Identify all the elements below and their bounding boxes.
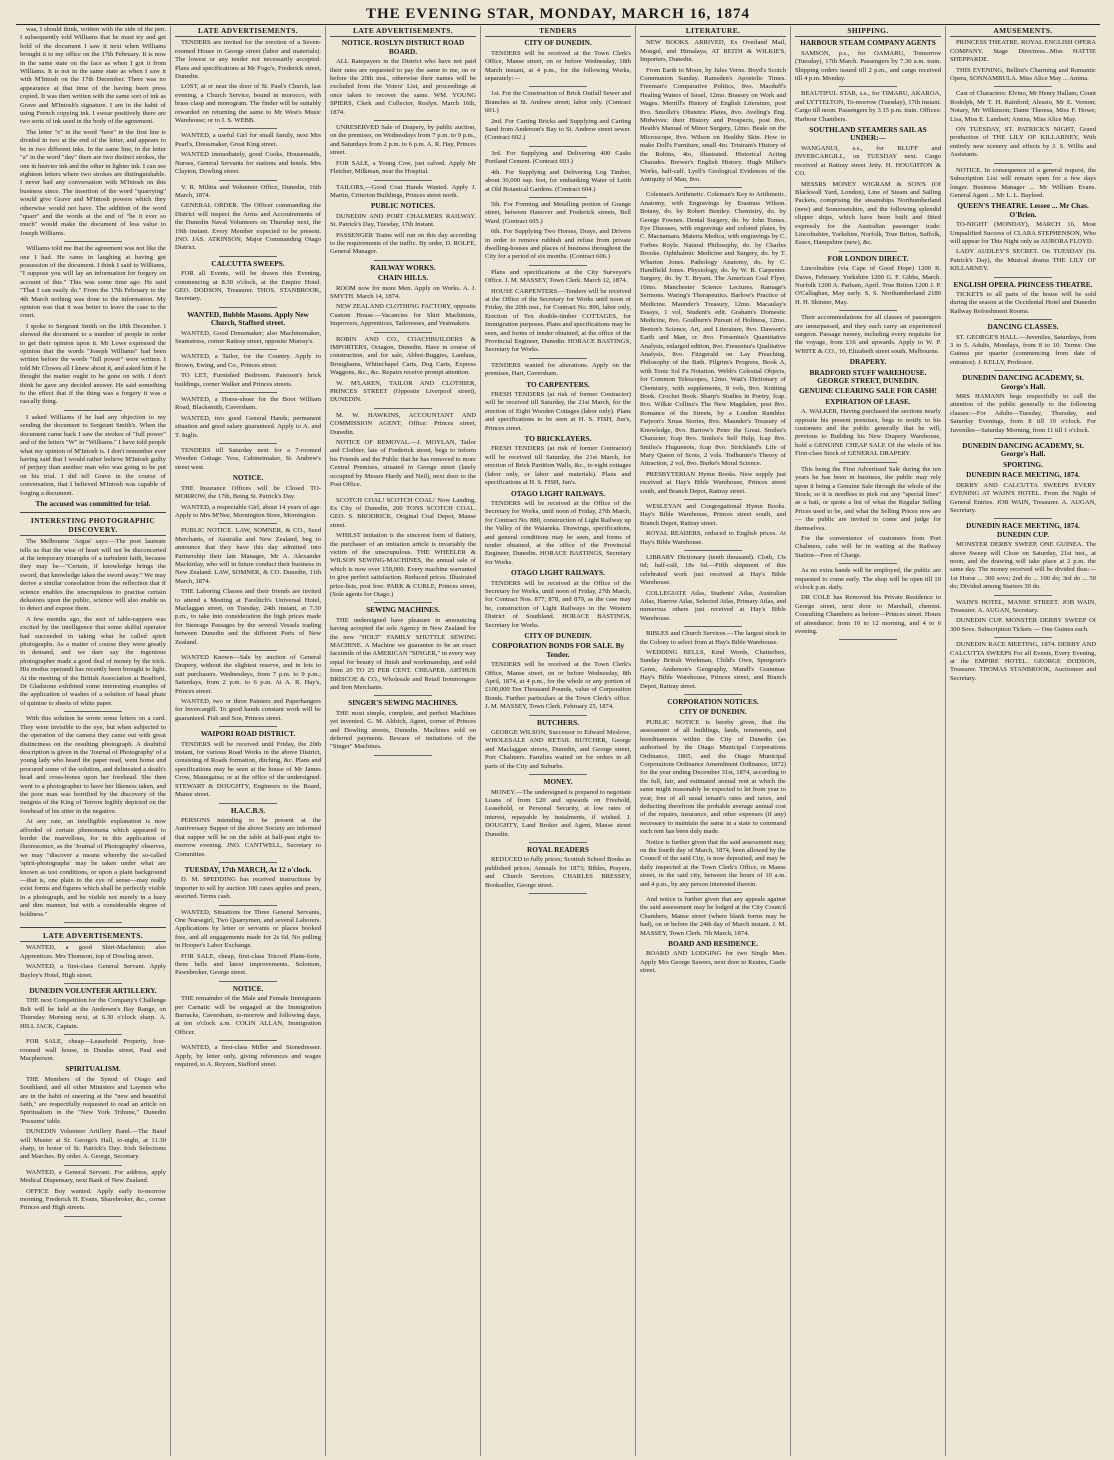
article-paragraph: 1st. For the Construction of Brick Outfall Sewer and Branches at St. Andrew street; labor only. (Contract 601.) xyxy=(485,90,631,115)
article-paragraph: With this solution he wrote some letters on a card. They were invisible to the eye, but when subjected to the operation of the camera they came out with great distinctness on the resulting photograph. A doubtful description is given in the 'Journal of Photography' of a young lady who heard the paper read, went home and procured some of the solution, and delineated a death's head and cross-bones upon her forehead. She then went to a photographer to have her likeness taken, and the poor man was horrified by the discovery of the insignia of the King of Terrors legibly depicted on the forehead of his sitter in the negative. xyxy=(20,715,166,815)
divider xyxy=(529,774,587,775)
article-paragraph: BIBLES and Church Services.—The largest stock in the Colony to select from at Hay's Bible Warehouse. xyxy=(640,630,786,646)
article-paragraph: The Melbourne 'Argus' says:—The poet laureate tells us that the wise of heart will not be disconcerted at the temporary triumphs of a turbulent faith, because they may be—"Certain, if knowledge brings the sword, that knowledge takes the sword away." We may derive a similar consolation from the reflection that if science enables the unscrupulous to practise certain delusions upon the public, science will also enable us to detect and expose them. xyxy=(20,538,166,613)
subheading: SPORTING. xyxy=(1003,459,1043,469)
article-paragraph: MRS HAMANN begs respectfully to call the attention of the public generally to the following classes:—For Adults—Tuesday, Thursday, and Saturday Evenings, from 8 till 10 o'clock. For Juveniles—Saturday Morning, from 11 till 1 o'clock. xyxy=(950,393,1096,434)
subheading: DUNEDIN VOLUNTEER ARTILLERY. xyxy=(29,986,157,996)
column-6 xyxy=(791,26,946,1456)
article-paragraph: PASSENGER Trains will run on this day according to the requirements of the traffic. By order, D. ROLFE, General Manager. xyxy=(330,231,476,256)
article-paragraph: WANTED, two good General Hands; permanent situation and good salary guaranteed. Apply to A. and T. Inglis. xyxy=(175,414,321,439)
divider xyxy=(994,438,1052,439)
subheading: BRADFORD STUFF WAREHOUSE. GEORGE STREET, DUNEDIN. xyxy=(809,367,927,386)
article-paragraph: WANGANUI, s.s., for BLUFF and INVERCARGILL, on TUESDAY next. Cargo received at Rattray street Jetty. H. HOUGHTON & CO. xyxy=(795,144,941,178)
divider xyxy=(529,715,587,716)
divider xyxy=(219,523,277,524)
article-paragraph: ST. GEORGE'S HALL.—Juveniles, Saturdays, from 3 to 5. Adults, Mondays, from 8 to 10. Terms: One Guinea per quarter (commencing from date of entrance). J. KELLY, Professor. xyxy=(950,333,1096,366)
subheading: SPIRITUALISM. xyxy=(65,1064,121,1074)
article-paragraph: THE Laboring Classes and their friends are invited to attend a Meeting at Farelitch's Universal Hotel, Maclaggan street, on Tuesday, 24th instant, at 7.30 p.m., to take into consideration the high prices made for Steerage Passages by the several Vessels trading between Dunedin and the different Ports of New Zealand. xyxy=(175,588,321,646)
article-paragraph: 6th. For Supplying Two Horses, Drays, and Drivers in order to remove rubbish and refuse from private dwelling-houses and places of business throughout the City for a period of six months. (Contract 606.) xyxy=(485,228,631,261)
column-3 xyxy=(326,26,481,1456)
article-paragraph: WANTED, a General Servant. For address, apply Medical Dispensary, next Bank of New Zealand. xyxy=(20,1168,166,1185)
subheading: ROYAL READERS xyxy=(527,844,589,854)
article-paragraph: BEAUTIFUL STAR, s.s., for TIMARU, AKAROA, and LYTTELTON, To-morrow (Tuesday), 17th instant. Cargo till noon. Passengers by 3.15 p.m. train. Offices: Harbour Chambers. xyxy=(795,90,941,123)
subheading: CHAIN HILLS. xyxy=(377,273,429,283)
article-paragraph: M. W. HAWKINS, ACCOUNTANT AND COMMISSION AGENT, Office: Princes street, Dunedin. xyxy=(330,411,476,436)
article-paragraph: PRESBYTERIAN Hymn Books. New supply just received at Hay's Bible Warehouse, Princes street south, and Branch Depot, Rattray street. xyxy=(640,470,786,495)
article-paragraph: COLLEGIATE Atlas, Students' Atlas, Australian Atlas, Harrow Atlas, Selected Atlas, Primary Atlas, and numerous others just received at Hay's Bible Warehouse. xyxy=(640,589,786,622)
divider xyxy=(64,1034,122,1035)
article-paragraph: 3rd. For Supplying and Delivering 400 Casks Portland Cement. (Contract 603.) xyxy=(485,149,631,166)
article-paragraph: WESLEYAN and Congregational Hymn Books. Hay's Bible Warehouse, Princes street south, and Branch Depot, Rattray street. xyxy=(640,502,786,527)
article-paragraph: WANTED, a first-class Miller and Stonedresser. Apply, by letter only, giving references and wages required, to A. Reyzen, Stafford street. xyxy=(175,1044,321,1069)
article-paragraph: Cast of Characters: Elvino, Mr Henry Hallam; Count Rodolph, Mr T. H. Rainford; Alessio, Mr E. Vernon; Notary, Mr Wilkinson; Dame Theresa, Miss F. Howe; Lisa, Miss E. Lambert; Amina, Miss Alice May. xyxy=(950,90,1096,123)
divider xyxy=(994,518,1052,519)
article-paragraph: WHILST imitation is the sincerest form of flattery, the purchaser of an imitation article is invariably the victim of the unscrupulous. THE WHEELER & WILSON SEWING-MACHINES, the annual sale of which is now over 150,000. Every machine warranted to give perfect satisfaction. Reduced prices. Illustrated price-lists, post free. PARK & CURLE, Princes street, (Sole agents for Otago.) xyxy=(330,532,476,598)
article-paragraph: D. M. SPEDDING has received instructions by importer to sell by auction 100 cases apples and pears, assorted. Terms cash. xyxy=(175,876,321,901)
divider xyxy=(529,358,587,359)
article-paragraph: TICKETS to all parts of the house will be sold during the season at the Occidental Hotel and Dunedin Railway Refreshment Rooms. xyxy=(950,290,1096,315)
article-paragraph: DUNEDIN RACE MEETING, 1874. DERBY AND CALCUTTA SWEEPS For all Events, Every Evening, at the EMPIRE HOTEL. GEORGE DODSON, Treasurer. THOMAS STANBROOK, Auctioneer and Secretary. xyxy=(950,641,1096,682)
article-paragraph: TENDERS will be received at the Town Clerk's Office, Manse street, on or before Wednesday, 8th April, 1874, at 4 p.m., for the whole or any portion of £100,000 Ten Thousand Pounds, value of Corporation Bonds. Further particulars at the Town Clerk's office. J. M. MASSEY, Town Clerk. February 25, 1874. xyxy=(485,661,631,711)
subheading: PUBLIC NOTICES. xyxy=(370,201,436,211)
article-paragraph: V. R. Militia and Volunteer Office, Dunedin, 16th March, 1874. xyxy=(175,183,321,199)
divider xyxy=(684,694,742,695)
subheading: DUNEDIN DANCING ACADEMY, St. George's Hall. xyxy=(962,373,1084,391)
divider xyxy=(374,602,432,603)
article-paragraph: FOR SALE, cheap—Leasehold Property, four-roomed wall house, in Dundas street, Paul and Macpherson. xyxy=(20,1038,166,1062)
divider xyxy=(994,637,1052,638)
article-paragraph: FOR SALE, cheap, first-class Tricord Plane-forte, three bells and latest improvements. Solomon, Pawnbroker, George street. xyxy=(175,952,321,977)
article-paragraph: I asked Williams if he had any objection to my sending the document to Sergeant Smith's. When the document came back I saw the strokes of "full power" and of the letters "W" in "Williams." I have told people what my opinion of M'Intosh is. I don't remember ever having said that I would rather believe M'Intosh guilty of perjury than another man who was going to be put on his trial. I did tell Grave in the course of conversation, that I believed M'Intosh was capable of forging a document. xyxy=(20,413,166,497)
divider xyxy=(374,120,432,121)
divider xyxy=(994,370,1052,371)
article-paragraph: WANTED immediately, good Cooks, Housemaids, Nurses, General Servants for stations and hotels. Mrs Clayton, Dowling street. xyxy=(175,151,321,176)
subheading: SINGER'S SEWING MACHINES. xyxy=(348,698,458,708)
article-paragraph: LIBRARY Dictionary (tenth thousand). Cloth, 13s 6d; half-calf, 18s 6d.—Fifth shipment of this celebrated work just received at Hay's Bible Warehouse. xyxy=(640,553,786,587)
article-paragraph: For the convenience of customers from Port Chalmers, cabs will be in waiting at the Railway Station—Free of Charge. xyxy=(795,534,941,559)
article-paragraph: NEW BOOKS. ARRIVED, Ex Overland Mail, Mongol, and Himalaya, AT REITH & WILKIE'S, Importers, Dunedin. xyxy=(640,39,786,64)
article-paragraph: THE Insurance Offices will be Closed TO-MORROW, the 17th, Being St. Patrick's Day. xyxy=(175,484,321,501)
article-paragraph: GENERAL ORDER. The Officer commanding the District will inspect the Arms and Accoutrements of the Dunedin Naval Volunteers on Thursday next, the 19th instant. Every Member expected to be present. JNO. JAS. ATKINSON, Major Commanding Otago District. xyxy=(175,202,321,252)
divider xyxy=(64,410,122,411)
article-paragraph: FRESH TENDERS (at risk of former Contractor) will be received till Saturday, the 21st March, for erection of Brick Partition Walls, &c., to eight cottages (labor only, or labor and materials). Plans and specifications at H. S. FISH, Jun's. xyxy=(485,445,631,487)
article-paragraph: DUNEDIN Volunteer Artillery Band.—The Band will Muster at St. George's Hall, to-night, at 11.30 sharp, in honor of St. Patrick's Day. Irish Selections and Marches. By order. A. George, Secretary. xyxy=(20,1128,166,1161)
divider xyxy=(374,695,432,696)
divider xyxy=(684,892,742,893)
article-paragraph: PRINCESS THEATRE. ROYAL ENGLISH OPERA COMPANY. Stage Directress...Miss HATTIE SHEPPARDE. xyxy=(950,39,1096,64)
article-paragraph: PUBLIC NOTICE is hereby given, that the assessment of all buildings, lands, tenements, and hereditaments within the City of Dunedin (as authorised by the Otago Municipal Corporations Ordinance, 1865, and the Otago Municipal Corporations Ordinance Amendment Ordinance, 1872) for the year ending December 31st, 1874, according to the full, fair, and estimated annual rent at which the same might reasonably be expected to let from year to year, free of all usual tenant's rates and taxes, and deducting therefrom the probable average annual cost of the repairs, insurance, and other expenses (if any) necessary to maintain the same in a state to command such rent has been duly made. xyxy=(640,718,786,836)
divider xyxy=(374,180,432,181)
section-divider xyxy=(20,512,166,513)
subheading: H.A.C.B.S. xyxy=(230,805,266,815)
article-paragraph: And notice is further given that any appeals against the said assessment may be lodged at the City Council Chambers, Manse street (where blank forms may be had), on or before the 24th day of March instant. J. M. MASSEY, Town Clerk. 7th March, 1874. xyxy=(640,896,786,937)
article-paragraph: PUBLIC NOTICE. LAW, SOMNER, & CO., Seed Merchants, of Australia and New Zealand, beg to announce that they have this day admitted into Partnership their late Manager, Mr A. Alexander Mackinlay, who will in future conduct their business in New Zealand. LAW, SOMNER, & CO. Dunedin, 11th March, 1874. xyxy=(175,527,321,585)
article-paragraph: LOST, at or near the door of St. Paul's Church, last evening, a Church Service, bound in morocco, with brass clasp and monogram. The finder will be suitably rewarded on returning the same to Mr West's Music Warehouse; or to J. S. WEBB. xyxy=(175,83,321,125)
article-paragraph: DERBY AND CALCUTTA SWEEPS EVERY EVENING AT WAIN'S HOTEL. From the Night of General Entries. JOB WAIN, Treasurer. A. AUGAN, Secretary. xyxy=(950,481,1096,514)
article-paragraph: Their accommodations for all classes of passengers are unsurpassed, and they each carry an experienced surgeon. Passage money, including every requisite for the voyage, from £16 and upwards. Apply to W. P. WHITE & CO., 10, Elizabeth street south, Melbourne. xyxy=(795,314,941,355)
divider xyxy=(64,1165,122,1166)
subheading: TUESDAY, 17th MARCH, At 12 o'clock. xyxy=(184,864,312,874)
divider xyxy=(374,493,432,494)
article-paragraph: The letter "e" in the word "here" in the first line is divided in two at the end of the letter, and appears to be in two different inks. In the same line, in the letter "a" in the word "day" there are two distinct strokes, the one in heavier ink and the other in lighter ink. I can see eighteen letters where two strokes are distinguishable. I never had any conversation with M'Intosh on this business since. The insertion of the word "quarrying" would give Grave and M'Intosh powers which they otherwise would not have. The addition of the word "quarr" and the words at the end of "be it ever so much" would make the document of less value to Joseph Williams. xyxy=(20,128,166,237)
divider xyxy=(684,626,742,627)
column-4 xyxy=(481,26,636,1456)
divider xyxy=(374,755,432,756)
masthead-title: THE EVENING STAR, MONDAY, MARCH 16, 1874 xyxy=(16,4,1100,25)
article-paragraph: THE Members of the Synod of Otago and Southland, and all other Ministers and Laymen who are in the habit of sneering at the "new and beautiful faith," are respectfully requested to read an article on Spiritualism in the "New York Tribune," Dunedin 'Possums' table. xyxy=(20,1075,166,1125)
subheading: OTAGO LIGHT RAILWAYS. xyxy=(511,488,605,498)
article-paragraph: 4th. For Supplying and Delivering Log Timber, about 30,000 sup. feet, for embanking Water of Leith at Old Botanical Gardens. (Contract 604.) xyxy=(485,168,631,193)
article-paragraph: BOARD AND LODGING for two Single Men. Apply Mrs George Sawers, next door to Keates, Castle street. xyxy=(640,950,786,975)
divider xyxy=(994,277,1052,278)
column-1 xyxy=(16,26,171,1456)
subheading: DUNEDIN RACE MEETING, 1874. DUNEDIN CUP. xyxy=(966,521,1080,539)
columns-container xyxy=(16,26,1100,1456)
article-paragraph: DR COLE has Removed his Private Residence to George street, next door to Marshall, chemist. Consulting Chambers as before—Princes street. Hours of attendance: from 10 to 12 morning, and 4 to 6 evening. xyxy=(795,594,941,635)
subheading: WANTED, Bubble Masons. Apply New Church, Stafford street. xyxy=(187,309,309,328)
divider xyxy=(219,650,277,651)
article-paragraph: From Earth to Moon, by Jules Verne. Boyd's Scotch Communion Sunday. Ramsden's Apostolic Times. Freeman's Comparative Politics, 8vo. Macduff's Healing Waters of Israel, 12mo. Brassey on Work and Wages. Merrill's History of English Literature, post 8vo. Smollet's Obstetric Plates, 8vo. Aveling's Eng. Midwives: their History and Prospects, post 8vo. Heath's Manual of Minor Surgery, 12mo. Beale on the Microscope, 8vo. Wilson on Healthy Skin. How to make Doll's Furniture, small 4to. Tristram's History of the Robins, 4to, illustrated. Historical Acting Charades. Brewer's English History. Hugh Miller's Works, half-calf. Lyell's Geological Evidences of the Antiquity of Man, 8vo. xyxy=(640,66,786,183)
article-paragraph: At any rate, an intelligible explanation is now afforded of certain phenomena which appeared to border the marvellous, for in this application of fluorescence, as the 'Journal of Photography' observes, we may "discover a means whereby the so-called 'spirit-photographs' may be taken under what are known as test conditions, or upon a plain background—that is, one plain to the eye of sense—may really exist forms and figures which shall be perfectly visible in a photograph, and be visible not merely in a hazy and dim manner, but with a considerable degree of boldness." xyxy=(20,818,166,918)
section-heading: LATE ADVERTISEMENTS. xyxy=(20,932,166,942)
divider xyxy=(529,146,587,147)
section-heading: LATE ADVERTISEMENTS. xyxy=(330,27,476,37)
article-paragraph: Coleman's Arithmetic. Coleman's Key to Arithmetic. Anatomy, with Engravings by Erasmus Wilson. Botany, do. by Robert Bentley. Chemistry, do. by George Fownes. Dental Surgery, do. by John Tomes. Eye Diseases, with engravings and colored plates, by C. Macnamara. Materia Medica, with engravings by C. Forbes Royle. Natural Philosophy, do. by Charles Brooke. Ophthalmic Medicine and Surgery, do. by T. Wharton Jones. Pathology Anatomy, do. by C. Handfield Jones. Physiology, do. by W. B. Carpenter. Surgery, do. by T. Bryant. The American Coal Flyer, 10mo. Manchester Science Lectures. Ramage's Sermons. Waring's Therapeutics. Barlow's Practice of Medicine. Maunder's Treasury, 12mo. Macaulay's Essays, 1 vol, Student's edit. Graham's Domestic Medicine, 8vo. Goulburn's Pursuit of Holiness, 12mo. Beeton's Science, Art, and Literature, 8vo. Dawson's Earth and Man, cr. 8vo. Fresenius's Quantitative Analysis, enlarged edition, 8vo. Fresenius's Qualitative Analysis, 8vo. Fitzgerald on Lay Preaching. Philosophy of the Bath. Pilgrim's Progress, Book A, with Tonic Sol Fa Notation. Webb's Celestial Objects, for Common Telescopes, 12mo. Watt's Dictionary of Chemistry, with supplements, 8 vols, 8vo. Knitting Book. Crochet Book. Sharp's Studies in Poetry, fcap. 8vo. Wilkie Collins's The New Magdalen, post 8vo. Romance of the Streets, by a London Rambler. Farjeon's Xmas Stories, 8vo. Maunder's Treasury of Knowledge, 8vo. Barrow's Peter the Great. Smiles's Character, fcap 8vo. Smiles's Self Help, fcap 8vo. Smiles's Huguenots, fcap 8vo. Strickland's Life of Mary Queen of Scots, 2 vols. Todhunter's Theory of Attraction, 2 vol, 8vo. Burke's Moral Science. xyxy=(640,191,786,468)
article-paragraph: REDUCED to fully prices; Scottish School Books as published prices; Annuals for 1873; Bibles, Prayers, and Church Services. CHARLES BRESSEY, Bookseller, George street. xyxy=(485,856,631,889)
divider xyxy=(219,128,277,129)
divider xyxy=(994,595,1052,596)
article-paragraph: W. M'LAREN, TAILOR AND CLOTHIER, PRINCES STREET (Opposite Liverpool street), DUNEDIN. xyxy=(330,379,476,404)
section-heading: INTERESTING PHOTOGRAPHIC DISCOVERY. xyxy=(20,517,166,536)
subheading: QUEEN'S THEATRE. Lessee ... Mr Chas. O'Brien. xyxy=(957,201,1089,219)
article-paragraph: SCOTCH COAL! SCOTCH COAL! Now Landing, Ex City of Dunedin, 200 TONS SCOTCH COAL. GEO. S. BRODRICK, Original Coal Depot, Manse street. xyxy=(330,496,476,529)
divider xyxy=(219,862,277,863)
subheading: RAILWAY WORKS. xyxy=(370,262,436,272)
article-paragraph: UNRESERVED Sale of Drapery, by public auction, on the premises, on Wednesdays from 7 p.m. to 9 p.m., and Saturdays from 2 p.m. to 6 p.m. A. R. Hay, Princes street. xyxy=(330,124,476,157)
divider xyxy=(219,803,277,804)
article-paragraph: OFFICE Boy wanted. Apply early to-morrow morning, Frederick H. Evans, Sharebroker, &c., corner Princes and High streets. xyxy=(20,1187,166,1212)
article-paragraph: As no extra hands will be employed, the public are requested to come early. The shop will be open till 10 o'clock p.m. daily. xyxy=(795,567,941,591)
article-paragraph: THE remainder of the Male and Female Immigrants per Carnatic will be engaged at the Immigration Barracks, Caversham, to-morrow and following days, at ten o'clock a.m. COLIN ALLAN, Immigration Officer. xyxy=(175,995,321,1036)
divider xyxy=(994,163,1052,164)
article-paragraph: WANTED, two or three Painters and Paperhangers for Invercargill. To good hands constant work will be guaranteed. Fish and Son, Princes street. xyxy=(175,698,321,722)
article-paragraph: NEW ZEALAND CLOTHING FACTORY, opposite Custom House.—Vacancies for Shirt Machinists, Improvers, Apprentices, Tailoresses, and Vestmakers. xyxy=(330,303,476,328)
subheading: NOTICE. xyxy=(232,473,264,483)
divider xyxy=(219,443,277,444)
article-paragraph: PERSONS intending to be present at the Anniversary Supper of the above Society are informed that supper will be on the table at half-past eight to-morrow evening. JNO. CANTWELL, Secretary to Committee. xyxy=(175,816,321,858)
article-paragraph: WANTED, a Horse-shoer for the Boot William Road, Blacksmith, Caversham. xyxy=(175,396,321,412)
divider xyxy=(219,349,277,350)
subheading: BOARD AND RESIDENCE. xyxy=(668,939,758,949)
subheading: TO BRICKLAYERS. xyxy=(524,434,592,444)
article-paragraph: NOTICE OF REMOVAL.—J. MOYLAN, Tailor and Clothier, late of Frederick street, begs to inform his Friends and the Public that he has removed to more Central Premises, situated in George street (lately occupied by Messrs Hardy and Neil), next door to the Post Office. xyxy=(330,439,476,489)
divider xyxy=(839,563,897,564)
divider xyxy=(994,86,1052,87)
article-paragraph: WAIN'S HOTEL, MANSE STREET. JOB WAIN, Treasurer. A. AUGAN, Secretary. xyxy=(950,598,1096,614)
subheading: CITY OF DUNEDIN. xyxy=(679,707,747,717)
article-paragraph: WANTED, a respectable Girl, about 14 years of age. Apply to Mrs M'Nee, Mornington Store, Mornington. xyxy=(175,503,321,519)
divider xyxy=(64,922,122,923)
article-paragraph: DUNEDIN CUP. MONSTER DERBY SWEEP Of 300 Sovs. Subscription Tickets — One Guinea each. xyxy=(950,617,1096,633)
divider xyxy=(219,981,277,982)
article-paragraph: WANTED, a Tailor, for the Country. Apply to Brown, Ewing, and Co., Princes street. xyxy=(175,353,321,369)
article-paragraph: TENDERS are invited for the erection of a Seven-roomed House in George street (labor and materials). The lowest or any tender not necessarily accepted. Plans and specifications at Mr Fogo's, Frederick street, Dunedin. xyxy=(175,39,321,81)
divider xyxy=(529,893,587,894)
subheading: WAIPORI ROAD DISTRICT. xyxy=(200,729,296,739)
column-5 xyxy=(636,26,791,1456)
article-paragraph: THE next Competition for the Company's Challenge Belt will be held at the Andersen's Bay Range, on Thursday Morning next, at 6.30 o'clock sharp. A. HILL JACK, Captain. xyxy=(20,997,166,1030)
article-paragraph: WANTED Known—Sale by auction of General Drapery, without the slightest reserve, and in lots to suit purchasers. Wednesdays, from 7 p.m. to 9 p.m.; Saturdays, from 2 p.m. to 6 p.m. At A. R. Hay's, Princes street. xyxy=(175,654,321,695)
subheading: DUNEDIN RACE MEETING, 1874. xyxy=(966,470,1080,480)
divider xyxy=(839,86,897,87)
article-paragraph: ROBIN AND CO., COACHBUILDERS & IMPORTERS, Octagon, Dunedin. Have in course of construction, and for sale, Abbot-Buggies, Landaus, Broughams, Whitechapel Carts, Dog Carts, Express Waggons, &c., &c. Repairs receive prompt attention. xyxy=(330,335,476,377)
article-paragraph: 2nd. For Carting Bricks and Supplying and Carting Sand from Anderson's Bay to St. Andrew street sewer. (Contract 602.) xyxy=(485,117,631,142)
article-paragraph: THIS EVENING, Bellini's Charming and Romantic Opera, SONNAMBULA. Miss Alice May ... Amina. xyxy=(950,66,1096,83)
article-paragraph: WANTED, Good Dressmaker; also Machinemaker, Seamstress, corner Rattray street, opposite Murray's. xyxy=(175,329,321,345)
article-paragraph: This being the First Advertised Sale during the ten years he has been in business, the public may rely upon it being a Genuine Sale through the whole of the Stock; so it is needless to pick out any "special lines" as a bait, or quote a list of what the Regular Selling Prices used to be, and what the Selling Prices now are — the public are invited to come and judge for themselves. xyxy=(795,465,941,532)
divider xyxy=(374,332,432,333)
subheading: TO CARPENTERS. xyxy=(526,379,590,389)
article-paragraph: TENDERS will be received at the Office of the Secretary for Works, until noon of Friday, 27th March, for Contract Nos. 877, 878, and 879, as the case may be, construction of Light Railways in the Western District of Southland. HORACE BASTINGS, Secretary for Works. xyxy=(485,579,631,629)
divider xyxy=(219,726,277,727)
article-paragraph: GEORGE WILSON, Successor to Edward Meslove, WHOLESALE AND RETAIL BUTCHER, George and Maclaggan streets, Dunedin, and George street, Port Chalmers. Families waited on for orders in all parts of the City and Suburbs. xyxy=(485,729,631,770)
article-paragraph: WEDDING BELLS, Kind Words, Chatterbox, Sunday British Workman, Child's Own, Spurgeon's Gems, Anderson's Geography, Mandl's Grammar. Hay's Bible Warehouse, Princes street, and Branch Depot, Rattray street. xyxy=(640,649,786,690)
subheading: The accused was committed for trial. xyxy=(35,498,151,508)
article-paragraph: ROOM now for more Men. Apply on Works. A. J. SMYTH. March 14, 1874. xyxy=(330,284,476,300)
article-paragraph: Notice is further given that the said assessment may, on the fourth day of March, 1874, been allowed by the Council of the said City, is now deposited, and may be daily inspected at the Town Clerk's Office, in Manse street, in the said city, between the hours of 10 a.m. and 4 p.m., by any person interested therein. xyxy=(640,838,786,888)
article-paragraph: MESSRS MONEY WIGRAM & SON'S (Of Blackwall Yard, London), Line of Steam and Sailing Packets, comprising the steamships Northumberland (new) and Somersetshire, and the following splendid clipper ships, which have been built and fitted expressly for the Australian passenger trade: Lincolnshire, Yorkshire, Norfolk, True Briton, Suffolk, Essex, Hampshire (new), &c. xyxy=(795,180,941,247)
subheading: CORPORATION BONDS FOR SALE. By Tender. xyxy=(491,641,625,659)
subheading: ENGLISH OPERA. PRINCESS THEATRE. xyxy=(953,279,1093,289)
article-paragraph: TENDERS till Saturday next for a 7-roomed Wooden Cottage. Yess, Cabinetmaker, St. Andrew's street west. xyxy=(175,447,321,471)
article-paragraph: TENDERS will be received at the Town Clerk's Office, Manse street, on or before Wednesday, 18th March instant, at 4 p.m., for the following Works, separately:— xyxy=(485,49,631,83)
divider xyxy=(684,187,742,188)
section-heading: LITERATURE. xyxy=(640,27,786,37)
subheading: CITY OF DUNEDIN. xyxy=(524,38,592,48)
subheading: MONEY. xyxy=(543,777,573,787)
section-heading: TENDERS xyxy=(485,27,631,37)
article-paragraph: THE undersigned have pleasure in announcing having accepted the sole Agency in New Zealand for the new "HOLT" FAMILY SHUTTLE SEWING MACHINE. A Machine we guarantee to be an exact facsimile of the AMERICAN "SINGER," in every way equal for beauty of finish and workmanship, and sold from 20 TO 25 PER CENT. CHEAPER. ARTHUR BRISCOE & CO., Wholesale and Retail Ironmongers and Iron Merchants. xyxy=(330,616,476,692)
section-divider xyxy=(20,927,166,928)
subheading: DUNEDIN DANCING ACADEMY, St. George's Hall. xyxy=(962,441,1084,459)
column-2 xyxy=(171,26,326,1456)
article-paragraph: WANTED, Situations for Three General Servants, One Nursegirl, Two Quarrymen, and several Laborers. Applications by letter or servants or places booked free, and all engagements made for 2s 6d. No pulling in Hooper's Labor Exchange. xyxy=(175,908,321,950)
divider xyxy=(994,319,1052,320)
article-paragraph: 5th. For Forming and Metalling portion of Grange street, between Hanover and Frederick streets, Bell Ward. (Contract 605.) xyxy=(485,200,631,225)
article-paragraph: MONSTER DERBY SWEEP, ONE GUINEA. The above Sweep will Close on Saturday, 21st inst., at noon, and the drawing will take place at 2 p.m. the same day. The money received will be divided thus:—1st Horse ... 300 sovs; 2nd do ... 100 do; 3rd do ... 50 do; Divided among Starters 30 do. xyxy=(950,541,1096,591)
subheading: DRAPERY. xyxy=(849,357,887,367)
article-paragraph: I spoke to Sergeant Smith on the 18th December. I showed the document to a number of people in order to get their opinion upon it. Mr Lowe expressed the opinion that the words "Joseph Williams" had been written before the words "full power" were written. I told Mr Clowes all I knew about it, and asked him if he thought the matter ought to be gone on with. I don't think he gave any decided answer. He said something to the effect that if the thing was a forgery it was a rascally thing. xyxy=(20,322,166,406)
subheading: EXPIRATION OF LEASE. xyxy=(825,396,911,406)
article-paragraph: ROYAL READERS, reduced to English prices. At Hay's Bible Warehouse. xyxy=(640,530,786,546)
divider xyxy=(529,265,587,266)
subheading: NOTICE. xyxy=(232,983,264,993)
article-paragraph: WANTED, a first-class General Servant. Apply Bayley's Hotel, High street. xyxy=(20,963,166,979)
divider xyxy=(839,310,897,311)
article-paragraph: SAMSON, p.s., for OAMARU, Tomorrow (Tuesday), 17th March. Passengers by 7.30 a.m. train. Shipping orders issued till 2 p.m., and cargo received till 4 p.m. Monday. xyxy=(795,49,941,83)
divider xyxy=(529,197,587,198)
article-paragraph: FRESH TENDERS (at risk of former Contractor) will be received till Saturday, the 21st March, for the erection of Eight Wooden Cottages (labor only). Plans and specifications to be seen at H. S. FISH, Jun's, Princes street. xyxy=(485,391,631,432)
section-heading: LATE ADVERTISEMENTS. xyxy=(175,27,321,37)
divider xyxy=(529,842,587,843)
article-paragraph: TENDERS will be received until Friday, the 20th instant, for various Road Works in the above District, consisting of Roads formation, ditching, &c. Plans and specifications may be seen at the house of Mr James Crow, Maungatua; or at the office of the undersigned. STEWART & DOUGHTY, Engineers to the Board, Manse street. xyxy=(175,740,321,799)
divider xyxy=(839,251,897,252)
article-paragraph: HOUSE CARPENTERS.—Tenders will be received at the Office of the Secretary for Works until noon of Friday, the 20th inst., for Contract No. 896, labor only, Erection of Ten double-timber COTTAGES, for Immigration purposes. Plans and specifications may be seen, and forms of tender obtained, at the office of the Provincial Engineer, Dunedin. HORACE BASTINGS, Secretary for Works. xyxy=(485,287,631,354)
subheading: BUTCHERS. xyxy=(537,717,579,727)
subheading: NOTICE. ROSLYN DISTRICT ROAD BOARD. xyxy=(341,38,465,56)
article-paragraph: NOTICE. In consequence of a general request, the Subscription List will remain open for a few days longer. Business Manager ... Mr William Evans. General Agent ... Mr L. L. Bayleed. xyxy=(950,166,1096,199)
divider xyxy=(839,462,897,463)
subheading: CORPORATION NOTICES. xyxy=(667,697,759,707)
divider xyxy=(219,392,277,393)
article-paragraph: THE most simple, complete, and perfect Machines yet invented. G. M. Aldrich, Agent, corner of Princes and Dowling streets, Dunedin. Machines sold on deferred payments. Beware of imitations of the "Singer" Machines. xyxy=(330,709,476,751)
article-paragraph: A few months ago, the sect of table-rappers was excited by the intelligence that some skilful operator had succeeded in taking what he called spirit photographs. As a matter of course they were greatly in demand, and we dare say the ingenious photographer made a good deal of money by the trick. His modus operandi has recently been brought to light. At the meeting of the British Association at Bradford, Dr Gladstone exhibited some interesting examples of the application of washes of a solution of basal phate of quinine to sheets of white paper. xyxy=(20,615,166,707)
divider xyxy=(64,1216,122,1217)
section-heading: AMUSEMENTS. xyxy=(950,27,1096,37)
article-paragraph: ON TUESDAY, ST. PATRICK'S NIGHT, Grand production of THE LILY OF KILLARNEY, With entirely new scenery and effects by J. S. Willis and Assistants. xyxy=(950,126,1096,159)
divider xyxy=(64,241,122,242)
divider xyxy=(219,180,277,181)
divider xyxy=(64,711,122,712)
article-paragraph: A. WALKER, Having purchased the sections nearly opposite his present premises, begs to notify to his customers and the public generally that he will, previous to Building his New Drapery Warehouse, hold a GENUINE CHEAP SALE Of the whole of his First-class Stock of GENERAL DRAPERY. xyxy=(795,408,941,458)
divider xyxy=(219,307,277,308)
column-7 xyxy=(946,26,1100,1456)
divider xyxy=(219,256,277,257)
subheading: DANCING CLASSES. xyxy=(987,322,1059,332)
article-paragraph: TO LET, Furnished Bedroom. Paterson's brick buildings, corner Walker and Princes streets. xyxy=(175,372,321,388)
divider xyxy=(374,408,432,409)
article-paragraph: TENDERS will be received at the Office of the Secretary for Works, until noon of Friday, 27th March, for Contract No. 880, construction of Light Railway up the Valley of the Waiareka. Drawings, specifications, and general conditions may be seen, and forms of tender obtained, at the office of the Provincial Engineer, Dunedin. HORACE BASTINGS, Secretary for Works. xyxy=(485,499,631,566)
article-paragraph: Williams told me that the agreement was not like the one I had. He came in laughing at having got possession of the document. I think I said to Williams, "I suppose you will lay an information for forgery on account of this." This was some time ago. He said "That I can easily do." From the 17th February to the 4th March nothing was done to the information. My opinion was that it was better to leave the case to the court. xyxy=(20,245,166,320)
article-paragraph: was, I should think, written with the side of the pen. I subsequently told Williams that he must try and get hold of the document I saw it next when Williams brought it to my office on the 17th February. It is now in the same state on the face as when I got it from Williams. It is not in the same state as when I saw it with M'Intosh on the 17th December. There was no appearance at that time of the having been press copied. It was then written with the same sort of ink as Grave and M'Intosh's signature. I am in the habit of using French copying ink. I swear positively there are two sorts of ink used in the body of the agreement. xyxy=(20,26,166,126)
section-heading: SHIPPING. xyxy=(795,27,941,37)
article-paragraph: FOR SALE, a Young Cow, just calved. Apply Mr Fletcher, Milkman, near the Hospital. xyxy=(330,159,476,176)
subheading: CITY OF DUNEDIN. xyxy=(524,631,592,640)
article-paragraph: MONEY.—The undersigned is prepared to negotiate Loans of from £20 and upwards on Freehold, Leasehold, or Personal Security, at low rates of interest, repayable by instalments, if wished. J. DOUGHTY, Land Broker and Agent, Manse street Dunedin. xyxy=(485,788,631,838)
divider xyxy=(684,499,742,500)
subheading: SEWING MACHINES. xyxy=(366,605,440,615)
subheading: HARBOUR STEAM COMPANY AGENTS xyxy=(800,38,936,48)
article-paragraph: ALL Ratepayers in the District who have not paid their rates are requested to pay the same to me, on or before the 20th inst., otherwise their names will be excluded from the Voters' List, and proceedings at once taken to recover the same. WM. YOUNG SPIERS, Clerk and Collector, Roslyn. March 16th, 1874. xyxy=(330,58,476,116)
divider xyxy=(529,86,587,87)
divider xyxy=(839,639,897,640)
divider xyxy=(64,983,122,984)
subheading: GENUINE CLEARING SALE FOR CASH! xyxy=(799,386,937,396)
subheading: CALCUTTA SWEEPS. xyxy=(211,258,285,268)
article-paragraph: WANTED, a useful Girl for small family, next Mrs Pearl's, Dressmaker, Great King street. xyxy=(175,132,321,148)
divider xyxy=(374,260,432,261)
article-paragraph: Lincolnshire (via Cape of Good Hope) 1200 R. Daves, February. Yorkshire 1200 G. F. Gibbs, March. Norfolk 1200 A. Parham, April. True Briton 1200 J. P. O'Callaghan, May early. S. S. Northumberland 2180 H. H. Skinner, May. xyxy=(795,265,941,306)
divider xyxy=(684,550,742,551)
subheading: SOUTHLAND STEAMERS SAIL AS UNDER:— xyxy=(809,125,927,143)
article-paragraph: Plans and specifications at the City Surveyor's Office. J. M. MASSEY, Town Clerk. March 12, 1874. xyxy=(485,268,631,285)
divider xyxy=(219,905,277,906)
divider xyxy=(219,1040,277,1041)
article-paragraph: WANTED, a good Shirt-Machinist; also Apprentices. Mrs Thomson, top of Dowling street. xyxy=(20,944,166,960)
article-paragraph: TAILORS,—Good Coat Hands Wanted. Apply J. Martin, Criterion Buildings, Princes street north. xyxy=(330,183,476,199)
subheading: OTAGO LIGHT RAILWAYS. xyxy=(511,568,605,578)
article-paragraph: FOR all Events, will be drawn this Evening, commencing at 8.30 o'clock, at the Empire Hotel. GEO. DODSON, Treasurer. THOS. STANBROOK, Secretary. xyxy=(175,270,321,303)
article-paragraph: LADY AUDLEY'S SECRET. On TUESDAY (St. Patrick's Day), the Musical drama THE LILY OF KILLARNEY. xyxy=(950,248,1096,273)
article-paragraph: DUNEDIN AND PORT CHALMERS RAILWAY. St. Patrick's Day, Tuesday, 17th Instant. xyxy=(330,212,476,229)
article-paragraph: TO-NIGHT (MONDAY), MARCH 16, Most Unqualified Success of CLARA STEPHENSON, Who will appear for This Night only as AURORA FLOYD. xyxy=(950,221,1096,245)
subheading: FOR LONDON DIRECT. xyxy=(827,253,909,263)
article-paragraph: TENDERS wanted for alterations. Apply on the premises, Hart, Caversham. xyxy=(485,361,631,378)
